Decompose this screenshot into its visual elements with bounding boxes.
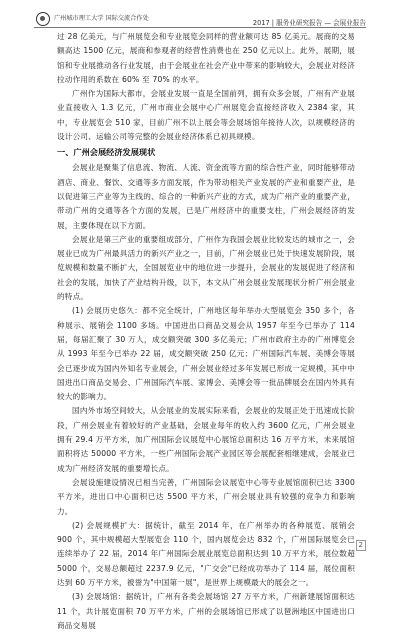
paragraph-guangzhou-overview: 广州作为国际大都市，会展业发展一直是全国前列，拥有众多会展，广州有产业展业直接收入 1.3 亿元，广州市商业会展中心广州展览会直接经济收入 2384 家，其中，专业展览会 510 家，目前广州不以上展会等会展场馆年接待人次，以规模经济的设计公司、运输公司等完整的会展业经济体系已初具规模。 [57,89,355,142]
list-item-venues: (3) 会展场馆：据统计，广州有各类会展场馆 27 万平方米，广州新建展馆面积达 11 个，共计展览面积 70 万平方米，广州的会展场馆已形成了以琶洲地区中国进出口商品交易展 [57,592,355,630]
paragraph-market-space: 国内外市场空间较大，从会展业的发展实际来看，会展业的发展正处于迅速成长阶段，广州会展业有着较好的产业基础，会展业每年的收入约 3600 亿元，广州会展业拥有 29.4 万平方米，加广州国际会议展览中心展馆总面积达 16 万平方米，未来展馆面积将达 50000 平方米，一些广州国际会展产业园区等会展配套相继建成，会展业已成为广州经济发展的重要增长点。 [57,406,355,473]
paragraph-industry-description: 会展业是聚集了信息流、物流、人流、资金流等方面的综合性产业，同时能够带动酒店、商业、餐饮、交通等多方面发展，作为带动相关产业发展的产业和重要产业，是以促进第三产业等为主线的、综合的一种新兴产业的方式，成为广州产业的重要产业，带动广州的交通等各个方面的发展，已是广州经济中的重要支柱，广州会展经济的发展，主要体现在以下方面。 [57,163,355,230]
paragraph-facilities: 会展设施建设情况已相当完善，广州国际会议展览中心等专业展馆面积已达 3300 平方米，进出口中心面积已达 5500 平方米，广州会展业具有较强的竞争力和影响力。 [57,477,355,516]
list-item-history: (1) 会展历史悠久：都不完全统计，广州地区每年举办大型展览会 350 多个，各种展示、展销会 1100 多场。中国进出口商品交易会从 1957 年至今已举办了 114 届，每届汇聚了 30 万人，成交额突破 300 多亿美元；广州市政府主办的广州博览会从 1993 年至今已举办 22 届，成交额突破 250 亿元；广州国际汽车展、美博会等展会已逐步成为国内外知名专业展会，广州会展业经过多年发展已形成一定规模，其中中国进出口商品交易会、广州国际汽车展、家博会、美博会等一批品牌展会在国内外具有较大的影响力。 [57,306,355,402]
university-logo-icon [36,12,50,26]
header-logo-text: 广州城市理工大学 国际交流合作处 [54,15,149,22]
paragraph-development-status: 会展业是第三产业的重要组成部分，广州作为我国会展业比较发达的城市之一，会展业已成为广州最具活力的新兴产业之一，目前，广州会展业已处于快速发展阶段，展览规模和数量不断扩大，全国展览业中的地位进一步提升，会展业的发展促进了经济和社会的发展，加快了产业结构升级，以下，本文从广州会展业发展现状分析广州会展业的特点。 [57,234,355,302]
document-body [57,30,355,633]
header-divider [34,27,366,28]
page-number: 2 [356,540,366,551]
header-report-title: 2017 | 服务业研究报告 — 会展业报告 [252,19,366,27]
section-heading: 一、广州会展经济发展现状 [57,147,156,158]
paragraph-intro-tail: 过 28 亿美元，与广州展览会和专业展览会同样的营业额可达 85 亿美元。展商的交易额高达 1500 亿元，展商和参观者的经营性消费也在 250 亿元以上。此外，展期，展馆和专业展推动各行业发展，由于会展业在社会产业中带来的影响较大，会展业对经济拉动作用的系数在 60% 至 70% 的水平。 [57,32,355,84]
list-item-scale: (2) 会展规模扩大：据统计，截至 2014 年，在广州举办的各种展览、展销会 900 个，其中规模超大型展览会 110 个，国内展览会达 832 个，广州国际展览会已连续举办了 22 届，2014 年广州国际会展业展览总面积达到 10 万平方米，展位数超 5000 个，交易总额超过 2237.9 亿元，"广交会"已经成功举办了 114 届，展位面积达到 60 万平方米，被誉为"中国第一展"，是世界上规模最大的展会之一。 [57,520,355,587]
